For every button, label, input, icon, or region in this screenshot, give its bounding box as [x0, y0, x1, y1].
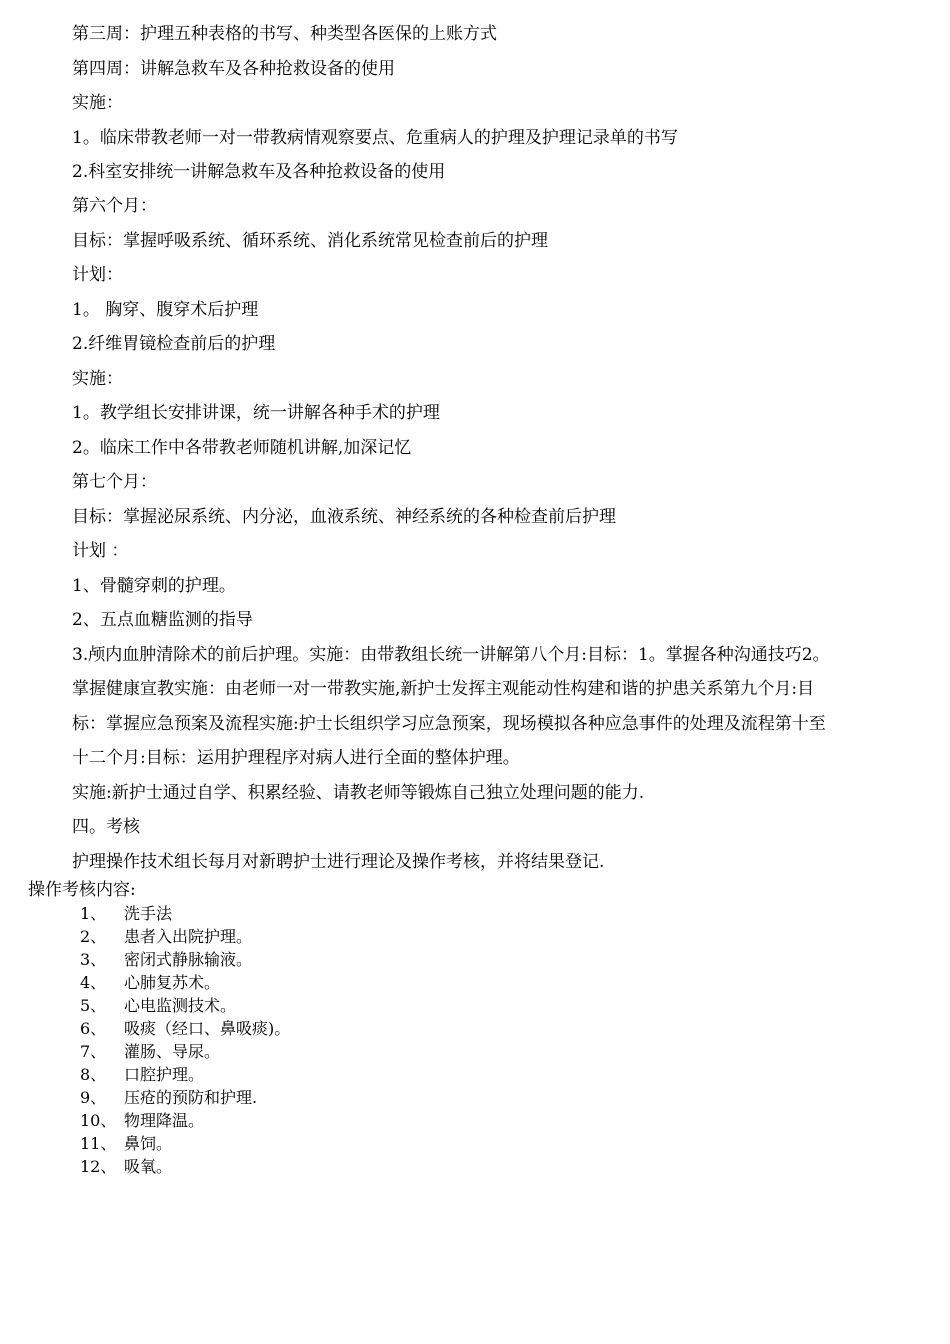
paragraph: 1。教学组长安排讲课，统一讲解各种手术的护理: [72, 403, 440, 423]
long-paragraph-line: 掌握健康宣教实施：由老师一对一带教实施,新护士发挥主观能动性构建和谐的护患关系第九个月:目: [72, 679, 815, 699]
list-item-number: 8、: [80, 1065, 107, 1084]
list-item-number: 4、: [80, 973, 107, 992]
list-item-number: 9、: [80, 1088, 107, 1107]
list-item-text: 吸痰（经口、鼻吸痰)。: [124, 1019, 291, 1038]
paragraph: 2、五点血糖监测的指导: [72, 610, 253, 630]
exam-list-header: 操作考核内容:: [28, 880, 136, 900]
paragraph: 1、骨髓穿刺的护理。: [72, 576, 236, 596]
paragraph: 计划 ：: [72, 541, 129, 561]
long-paragraph-line: 3.颅内血肿清除术的前后护理。实施：由带教组长统一讲解第八个月:目标：1。掌握各种沟通技巧2。: [72, 645, 830, 665]
paragraph: 第七个月：: [72, 472, 157, 492]
list-item-text: 鼻饲。: [124, 1134, 173, 1153]
list-item-text: 物理降温。: [124, 1111, 205, 1130]
list-item-number: 6、: [80, 1019, 107, 1038]
list-item-text: 患者入出院护理。: [124, 927, 253, 946]
list-item-number: 12、: [80, 1157, 117, 1176]
list-item-text: 心电监测技术。: [124, 996, 237, 1015]
paragraph: 1。临床带教老师一对一带教病情观察要点、危重病人的护理及护理记录单的书写: [72, 128, 678, 148]
list-item-number: 2、: [80, 927, 107, 946]
paragraph: 2.纤维胃镜检查前后的护理: [72, 334, 276, 354]
list-item-text: 密闭式静脉输液。: [124, 950, 253, 969]
paragraph: 实施：: [72, 93, 123, 113]
section-heading: 四。考核: [72, 817, 140, 837]
list-item-text: 灌肠、导尿。: [124, 1042, 221, 1061]
paragraph: 护理操作技术组长每月对新聘护士进行理论及操作考核，并将结果登记.: [72, 852, 605, 872]
list-item-number: 7、: [80, 1042, 107, 1061]
list-item-number: 10、: [80, 1111, 117, 1130]
paragraph: 2。临床工作中各带教老师随机讲解,加深记忆: [72, 438, 412, 458]
list-item-number: 5、: [80, 996, 107, 1015]
list-item-number: 3、: [80, 950, 107, 969]
list-item-text: 压疮的预防和护理.: [124, 1088, 258, 1107]
paragraph: 目标：掌握呼吸系统、循环系统、消化系统常见检查前后的护理: [72, 231, 548, 251]
list-item-text: 吸氧。: [124, 1157, 173, 1176]
paragraph: 第六个月：: [72, 196, 157, 216]
list-item-number: 11、: [80, 1134, 117, 1153]
list-item-number: 1、: [80, 904, 107, 923]
list-item-text: 口腔护理。: [124, 1065, 205, 1084]
list-item-text: 心肺复苏术。: [124, 973, 221, 992]
list-item-text: 洗手法: [124, 904, 173, 923]
paragraph: 第三周：护理五种表格的书写、种类型各医保的上账方式: [72, 24, 497, 44]
paragraph: 目标：掌握泌尿系统、内分泌，血液系统、神经系统的各种检查前后护理: [72, 507, 616, 527]
paragraph: 第四周：讲解急救车及各种抢救设备的使用: [72, 59, 395, 79]
paragraph: 实施：: [72, 369, 123, 389]
long-paragraph-line: 十二个月:目标：运用护理程序对病人进行全面的整体护理。: [72, 748, 520, 768]
paragraph: 计划：: [72, 265, 123, 285]
paragraph: 2.科室安排统一讲解急救车及各种抢救设备的使用: [72, 162, 446, 182]
paragraph: 实施:新护士通过自学、积累经验、请教老师等锻炼自己独立处理问题的能力.: [72, 783, 645, 803]
paragraph: 1。 胸穿、腹穿术后护理: [72, 300, 259, 320]
long-paragraph-line: 标：掌握应急预案及流程实施:护士长组织学习应急预案，现场模拟各种应急事件的处理及流程第十至: [72, 714, 826, 734]
